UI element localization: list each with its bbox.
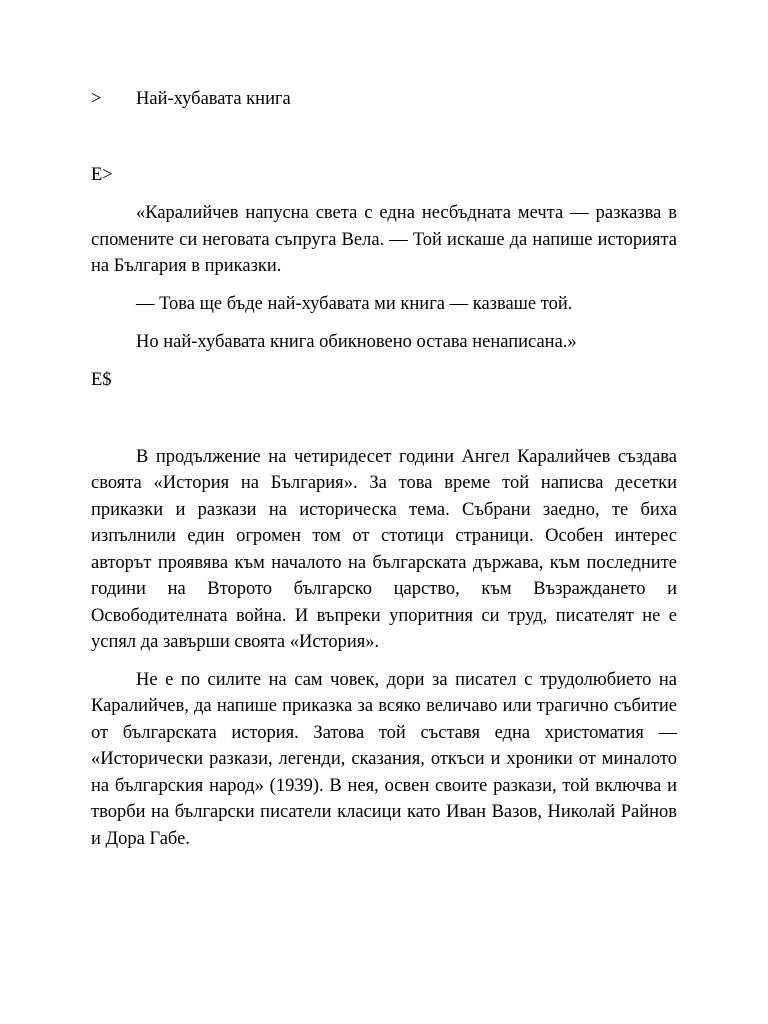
quote-end-marker: E$	[91, 369, 112, 390]
heading-marker: >	[91, 89, 102, 109]
body-paragraph-2: Не е по силите на сам човек, дори за писател с трудолюбието на Каралийчев, да напише приказка за всяко величаво или трагично събитие от българската история. Затова той съставя една христоматия — «Исторически разкази, легенди, сказания, откъси и хроники от миналото на българския народ» (1939). В нея, освен своите разкази, той включва и творби на български писатели класици като Иван Вазов, Николай Райнов и Дора Габе.	[91, 669, 677, 849]
quote-paragraph-1: «Каралийчев напусна света с една несбъдната мечта — разказва в спомените си неговата съпруга Вела. — Той искаше да напише историята на България в приказки.	[91, 203, 677, 276]
body-paragraph-1: В продължение на четиридесет години Ангел Каралийчев създава своята «История на България». За това време той написва десетки приказки и разкази на историческа тема. Събрани заедно, те биха изпълнили един огромен том от стотици страници. Особен интерес авторът проявява към началото на българската държава, към последните години на Второто българско царство, към Възраждането и Освободителната война. И въпреки упоритния си труд, писателят не е успял да завърши своята «История».	[91, 446, 677, 652]
quote-paragraph-3: Но най-хубавата книга обикновено остава ненаписана.»	[136, 332, 577, 352]
quote-paragraph-2: — Това ще бъде най-хубавата ми книга — казваше той.	[136, 293, 573, 314]
document-page	[91, 86, 677, 852]
quote-start-marker: E>	[91, 165, 113, 185]
section-heading	[91, 86, 677, 112]
heading-title: Най-хубавата книга	[136, 89, 291, 109]
